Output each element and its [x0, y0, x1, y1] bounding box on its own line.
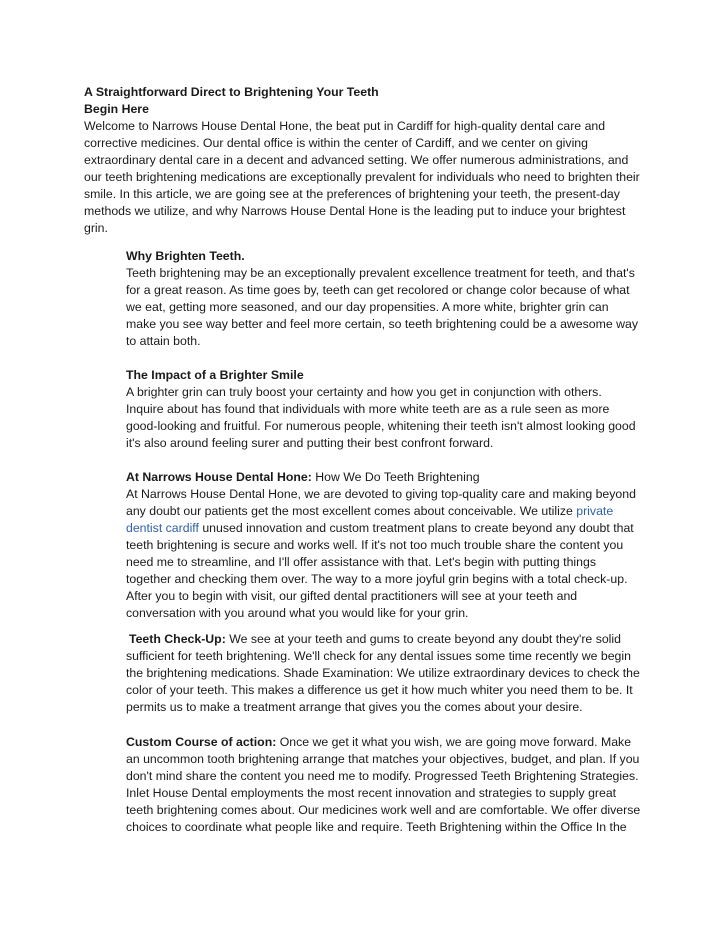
custom-plan-heading: Custom Course of action:	[126, 735, 277, 749]
impact-heading: The Impact of a Brighter Smile	[126, 368, 304, 382]
why-brighten-paragraph: Teeth brightening may be an exceptionally prevalent excellence treatment for teeth, and that's for a great reason. As time goes by, teeth can get recolored or change color because of what we eat, getting more seasoned, and our day propensities. A more white, brighter grin can make you see way better and feel more certain, so teeth brightening could be a awesome way to attain both.	[126, 266, 638, 348]
custom-plan-body: Once we get it what you wish, we are going move forward. Make an uncommon tooth brightening arrange that matches your objectives, budget, and plan. If you don't mind share the content you need me to modify. Progressed Teeth Brightening Strategies. Inlet House Dental employments the most recent innovation and strategies to supply great teeth brightening comes about. Our medicines work well and are comfortable. We offer diverse choices to coordinate what people like and require. Teeth Brightening within the Office In the	[126, 735, 641, 834]
impact-section	[126, 367, 641, 452]
checkup-section	[126, 631, 641, 716]
why-brighten-heading: Why Brighten Teeth.	[126, 249, 245, 263]
narrows-heading-bold: At Narrows House Dental Hone:	[126, 470, 312, 484]
document-title: A Straightforward Direct to Brightening Your Teeth	[84, 85, 379, 99]
custom-plan-section	[126, 734, 641, 836]
checkup-heading: Teeth Check-Up:	[129, 632, 226, 646]
narrows-body-after-link: unused innovation and custom treatment plans to create beyond any doubt that teeth brightening is secure and works well. If it's not too much trouble share the content you need me to streamline, and I'll offer assistance with that. Let's begin with putting things together and checking them over. The way to a more joyful grin begins with a total check-up. After you to begin with visit, our gifted dental practitioners will see at your teeth and conversation with you around what you would like for your grin.	[126, 521, 634, 620]
narrows-heading-rest: How We Do Teeth Brightening	[311, 470, 480, 484]
custom-plan-paragraph	[126, 734, 641, 836]
checkup-body: We see at your teeth and gums to create beyond any doubt they're solid sufficient for teeth brightening. We'll check for any dental issues some time recently we begin the brightening medications. Shade Examination: We utilize extraordinary devices to check the color of your teeth. This makes a difference us get it how much whiter you need them to be. It permits us to make a treatment arrange that gives you the comes about your desire.	[126, 632, 640, 714]
intro-paragraph: Welcome to Narrows House Dental Hone, the beat put in Cardiff for high-quality dental care and corrective medicines. Our dental office is within the center of Cardiff, and we center on giving extraordinary dental care in a decent and advanced setting. We offer numerous administrations, and our teeth brightening medications are exceptionally prevalent for individuals who need to brighten their smile. In this article, we are going see at the preferences of brightening your teeth, the present-day methods we utilize, and why Narrows House Dental Hone is the leading put to induce your brightest grin.	[84, 119, 640, 235]
document-subtitle: Begin Here	[84, 102, 149, 116]
impact-paragraph: A brighter grin can truly boost your certainty and how you get in conjunction with others. Inquire about has found that individuals with more white teeth are as a rule seen as more good-looking and fruitful. For numerous people, whitening their teeth isn't almost looking good it's also around feeling surer and putting their best confront forward.	[126, 385, 636, 450]
narrows-paragraph	[126, 486, 641, 622]
narrows-heading-line	[126, 469, 641, 486]
checkup-paragraph	[126, 631, 641, 716]
narrows-body-before-link: At Narrows House Dental Hone, we are devoted to giving top-quality care and making beyond any doubt our patients get the most excellent comes about conceivable. We utilize	[126, 487, 636, 518]
private-dentist-cardiff-link[interactable]: private dentist cardiff	[126, 504, 614, 535]
narrows-section	[126, 469, 641, 622]
intro-section	[84, 84, 644, 237]
why-brighten-section	[126, 248, 641, 350]
